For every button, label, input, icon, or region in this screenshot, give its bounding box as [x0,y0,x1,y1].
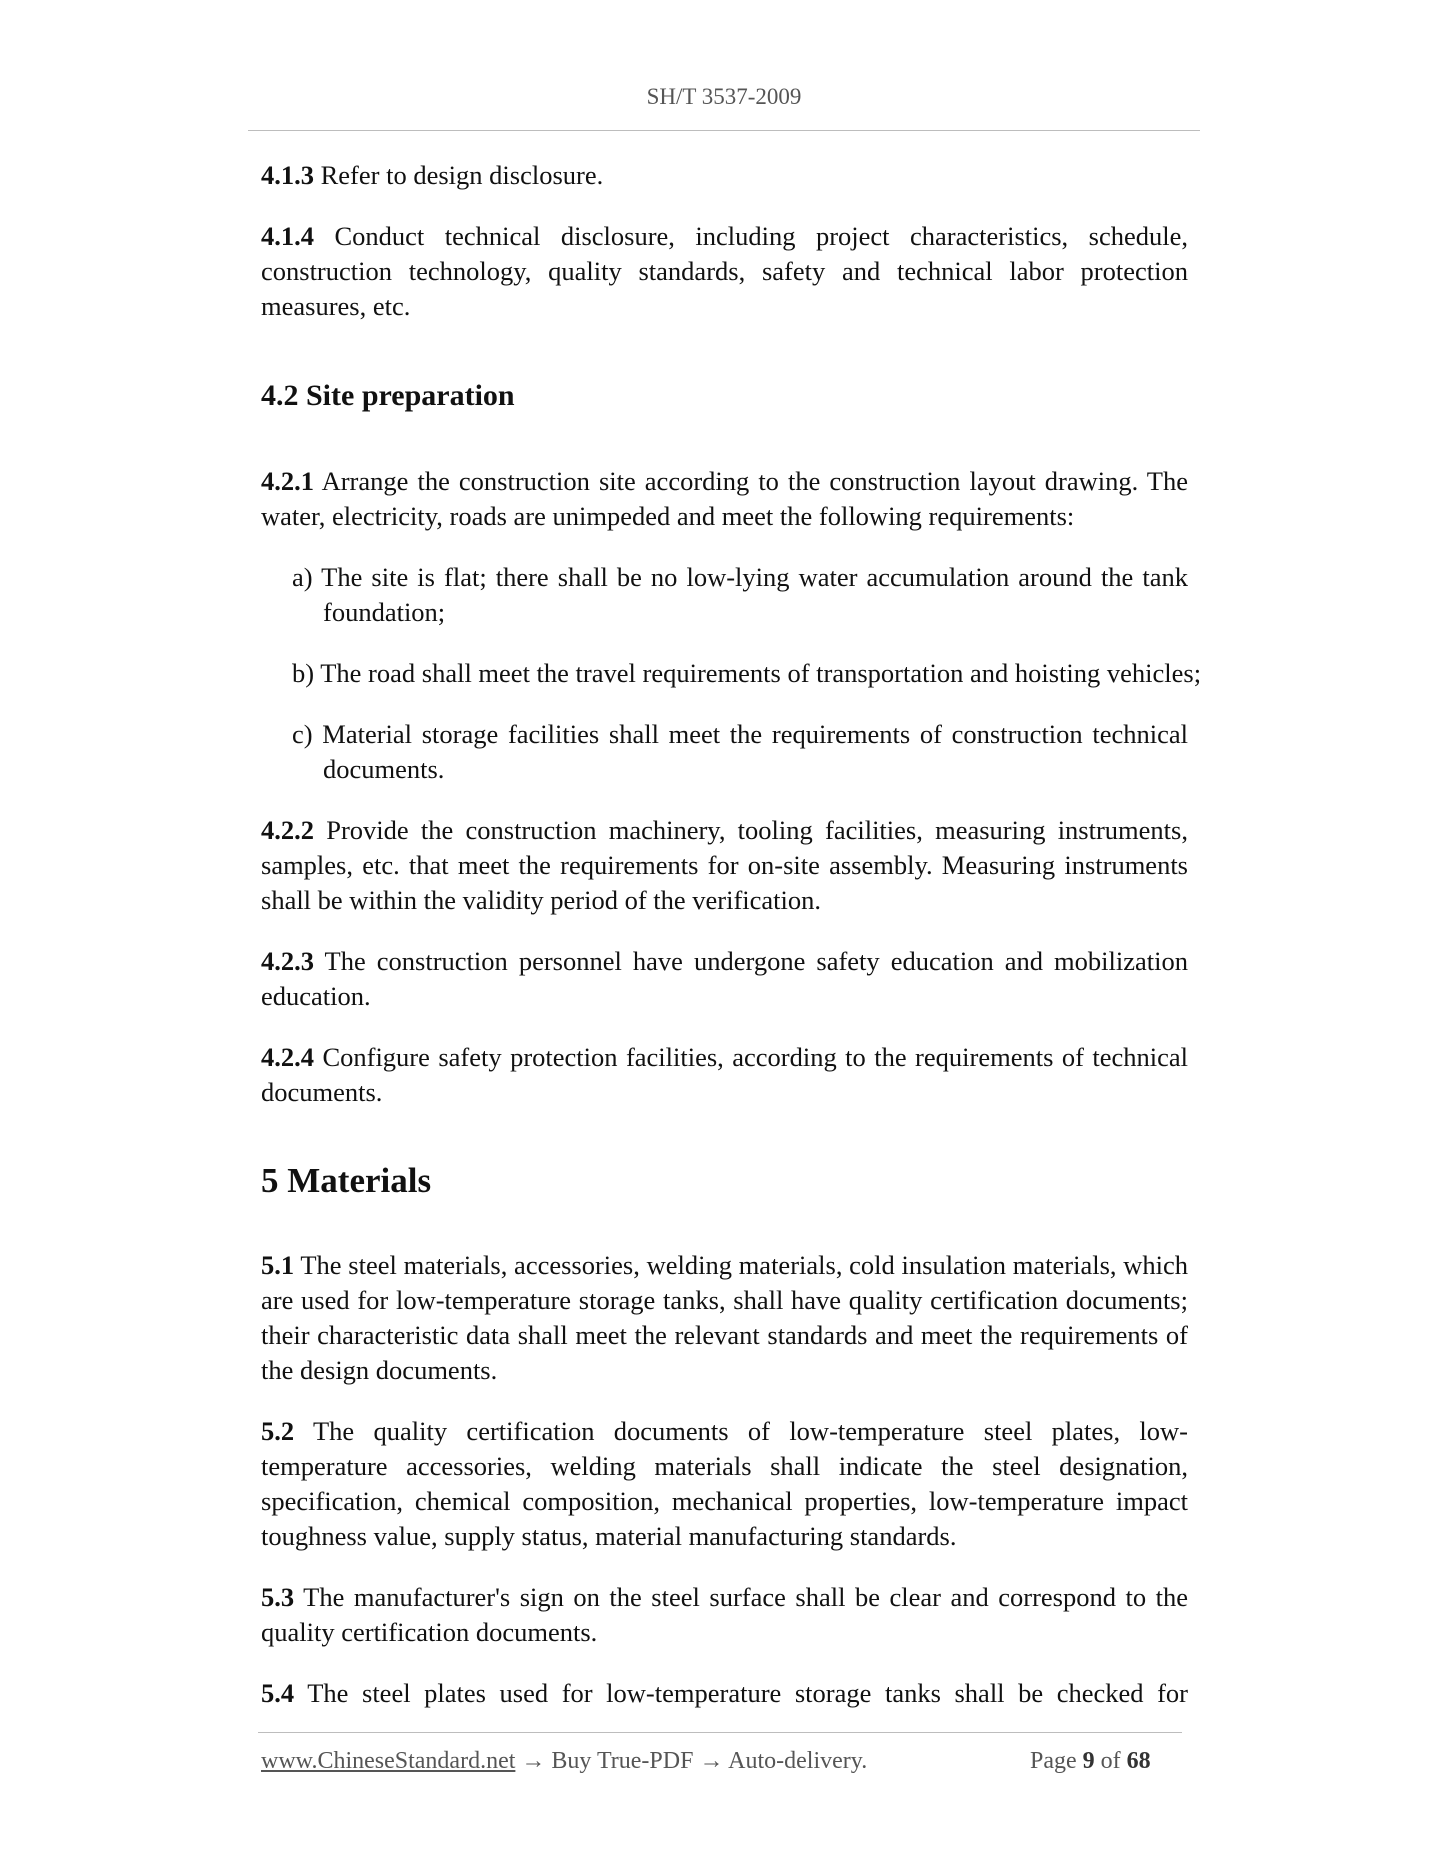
section-heading-5: 5 Materials [261,1161,432,1200]
clause-text: The construction personnel have undergone safety education and mobilization education. [261,946,1188,1011]
clause-number: 5.1 [261,1250,295,1280]
website-link[interactable]: www.ChineseStandard.net [261,1748,516,1774]
clause-number: 4.2.2 [261,815,314,845]
clause-4-2-4 [261,1040,1188,1110]
requirements-list [261,560,1202,787]
list-item: b) The road shall meet the travel requirements of transportation and hoisting vehicles; [292,658,1202,688]
page-indicator [1030,1748,1151,1775]
arrow-icon: → [693,1748,729,1774]
clause-number: 4.2.4 [261,1042,314,1072]
clause-number: 5.4 [261,1678,295,1708]
auto-delivery-text: Auto-delivery. [728,1748,868,1774]
clause-number: 5.2 [261,1416,295,1446]
clause-text: Conduct technical disclosure, including project characteristics, schedule, construction technology, quality standards, safety and technical labor protection measures, etc. [261,221,1188,321]
list-item: a) The site is flat; there shall be no low-lying water accumulation around the tank foundation; [292,562,1188,627]
clause-5-3 [261,1580,1188,1650]
clause-4-1-4 [261,219,1188,324]
clause-5-4 [261,1676,1188,1711]
page-total: 68 [1126,1748,1151,1774]
buy-pdf-text: Buy True-PDF [551,1748,694,1774]
clause-number: 5.3 [261,1582,295,1612]
clause-text: Arrange the construction site according to the construction layout drawing. The water, electricity, roads are unimpeded and meet the following requirements: [261,466,1188,531]
clause-text: The steel plates used for low-temperature storage tanks shall be checked for [294,1678,1188,1708]
page-content [261,158,1202,1737]
clause-number: 4.2.3 [261,946,314,976]
clause-text: Provide the construction machinery, tooling facilities, measuring instruments, samples, etc. that meet the requirements for on-site assembly. Measuring instruments shall be within the validity period of the verification. [261,815,1188,915]
clause-text: The manufacturer's sign on the steel surface shall be clear and correspond to the quality certification documents. [261,1582,1188,1647]
clause-4-2-2 [261,813,1188,918]
clause-number: 4.1.4 [261,221,314,251]
page-label: Page [1030,1748,1083,1774]
of-label: of [1094,1748,1127,1774]
clause-5-2 [261,1414,1188,1554]
clause-4-1-3 [261,158,1188,193]
clause-text: Configure safety protection facilities, according to the requirements of technical documents. [261,1042,1188,1107]
clause-4-2-3 [261,944,1188,1014]
clause-4-2-1 [261,464,1188,534]
page-number: 9 [1082,1748,1095,1774]
document-header: SH/T 3537-2009 [646,84,802,109]
clause-5-1 [261,1248,1188,1388]
footer-promo [261,1748,867,1775]
clause-text: The quality certification documents of low-temperature steel plates, low-temperature accessories, welding materials shall indicate the steel designation, specification, chemical composition, mechanical properties, low-temperature impact toughness value, supply status, material manufacturing standards. [261,1416,1188,1551]
clause-number: 4.2.1 [261,466,314,496]
list-item: c) Material storage facilities shall meet the requirements of construction technical documents. [292,719,1188,784]
section-heading-4-2: 4.2 Site preparation [261,379,515,412]
header-divider [248,130,1200,131]
clause-number: 4.1.3 [261,160,314,190]
clause-text: The steel materials, accessories, welding materials, cold insulation materials, which are used for low-temperature storage tanks, shall have quality certification documents; their characteristic data shall meet the relevant standards and meet the requirements of the design documents. [261,1250,1188,1385]
clause-text: Refer to design disclosure. [314,160,604,190]
arrow-icon: → [515,1748,552,1774]
footer-divider [258,1732,1182,1733]
